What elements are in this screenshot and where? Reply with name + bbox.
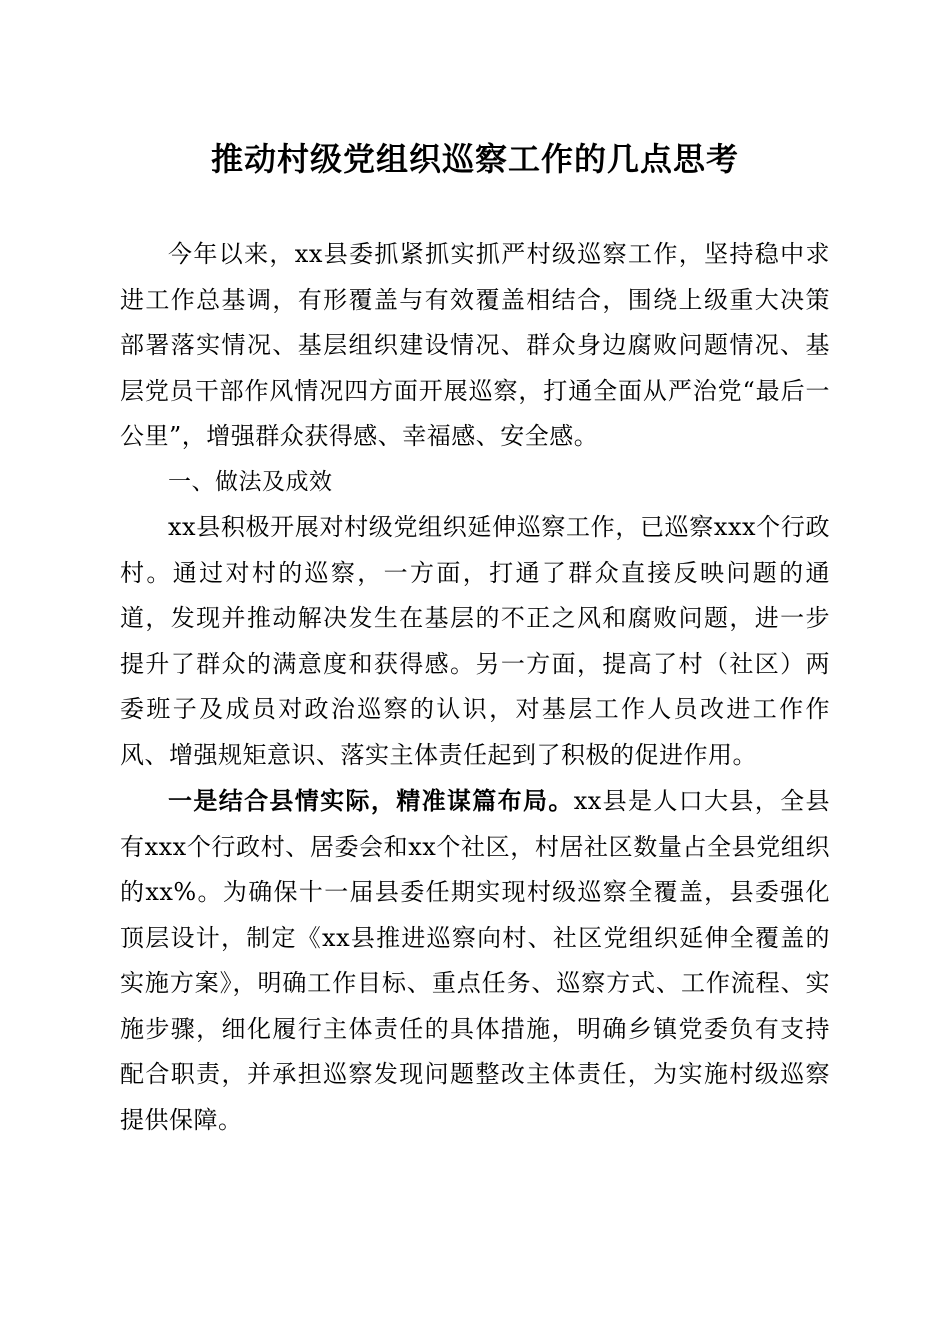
methods-results-paragraph: xx县积极开展对村级党组织延伸巡察工作，已巡察xxx个行政村。通过对村的巡察，一方面，打通了群众直接反映问题的通道，发现并推动解决发生在基层的不正之风和腐败问题，进一步提升了群众的满意度和获得感。另一方面，提高了村（社区）两委班子及成员对政治巡察的认识，对基层工作人员改进工作作风、增强规矩意识、落实主体责任起到了积极的促进作用。	[120, 513, 830, 769]
point-one-lead: 一是结合县情实际，精准谋篇布局。	[168, 786, 574, 815]
document-body	[120, 232, 830, 1143]
point-one-body: xx县是人口大县，全县有xxx个行政村、居委会和xx个社区，村居社区数量占全县党组织的xx%。为确保十一届县委任期实现村级巡察全覆盖，县委强化顶层设计，制定《xx县推进巡察向村、社区党组织延伸全覆盖的实施方案》，明确工作目标、重点任务、巡察方式、工作流程、实施步骤，细化履行主体责任的具体措施，明确乡镇党委负有支持配合职责，并承担巡察发现问题整改主体责任，为实施村级巡察提供保障。	[120, 787, 831, 1134]
intro-paragraph: 今年以来，xx县委抓紧抓实抓严村级巡察工作，坚持稳中求进工作总基调，有形覆盖与有效覆盖相结合，围绕上级重大决策部署落实情况、基层组织建设情况、群众身边腐败问题情况、基层党员干部作风情况四方面开展巡察，打通全面从严治党“最后一公里”，增强群众获得感、幸福感、安全感。	[120, 240, 830, 450]
section-heading-methods-results: 一、做法及成效	[168, 468, 333, 495]
point-one-paragraph	[120, 778, 830, 1143]
document-title: 推动村级党组织巡察工作的几点思考	[210, 140, 739, 178]
